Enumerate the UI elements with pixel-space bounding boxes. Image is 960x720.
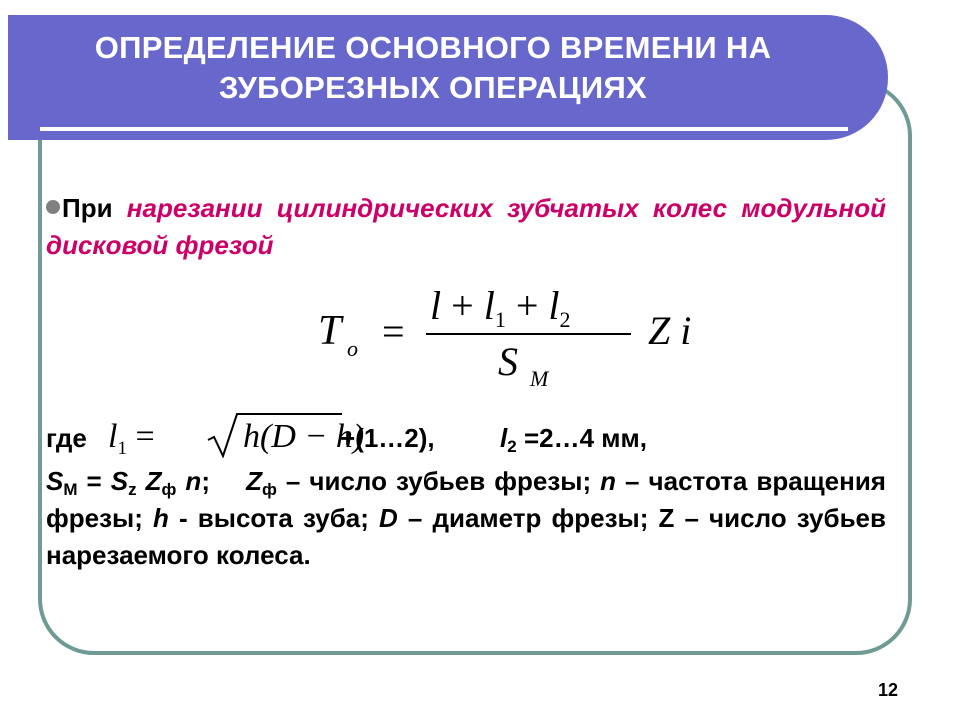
zf2-sub: ф (261, 480, 277, 499)
title-line-1: ОПРЕДЕЛЕНИЕ ОСНОВНОГО ВРЕМЕНИ НА (94, 30, 772, 65)
where-line (46, 412, 906, 460)
fraction-bar (426, 333, 631, 335)
n-text: – частота вращения фрезы; (46, 466, 886, 533)
n2-symbol: n (600, 466, 617, 496)
where-l1-symbol: l (108, 418, 118, 455)
formula-T-subscript: o (347, 336, 358, 361)
where-label: где (46, 423, 87, 453)
h-text: - высота зуба; (168, 503, 379, 533)
slide-title (8, 28, 858, 108)
l2-sub: 2 (507, 437, 517, 456)
formula-rhs: Z i (648, 308, 692, 353)
num-plus-2: + (515, 283, 539, 328)
num-l2-sub: 2 (559, 307, 571, 332)
num-l2: l (548, 283, 560, 328)
title-underline (40, 127, 848, 131)
l1-addend: +(1…2), (340, 423, 435, 453)
sqrt-expression: h(D − h) (243, 418, 365, 455)
zf2-symbol: Z (246, 466, 262, 496)
num-l1-sub: 1 (494, 307, 506, 332)
formula-numerator (430, 282, 571, 333)
where-equals: = (135, 418, 155, 455)
formula-equals: = (382, 309, 405, 354)
formula-denominator: S (498, 339, 518, 384)
n-symbol: n (185, 466, 202, 496)
bullet-accent-text: нарезании цилиндрических зубчатых колес модульной дисковой фрезой (46, 193, 886, 260)
description-paragraph (46, 463, 886, 574)
D-text: – диаметр фрезы; Z – число зубьев нарезаемого колеса. (46, 503, 886, 570)
sm-symbol: S (46, 466, 64, 496)
bullet-icon (46, 200, 60, 214)
sm-sub: M (63, 480, 78, 499)
zf-sub: ф (161, 480, 177, 499)
num-plus-1: + (451, 283, 474, 328)
l2-value: =2…4 мм, (523, 423, 647, 453)
zf-text: – число зубьев фрезы; (276, 466, 601, 496)
l2-symbol: l (500, 423, 508, 453)
main-time-formula (318, 282, 738, 392)
sm-semicolon: ; (201, 466, 210, 496)
where-l1 (108, 418, 155, 460)
title-line-2: ЗУБОРЕЗНЫХ ОПЕРАЦИЯХ (218, 70, 647, 105)
sz-symbol: S (110, 466, 129, 496)
page-number: 12 (878, 680, 899, 700)
zf-symbol: Z (145, 466, 162, 496)
h-symbol: h (153, 503, 169, 533)
sz-sub: z (128, 480, 137, 499)
where-l1-sub: 1 (117, 438, 127, 459)
D-symbol: D (379, 503, 398, 533)
num-l1: l (483, 283, 495, 328)
where-l2 (500, 423, 647, 457)
num-l: l (430, 283, 442, 328)
sm-eq: = (77, 466, 111, 496)
bullet-lead: При (62, 193, 113, 223)
formula-denominator-subscript: M (530, 366, 549, 391)
formula-T: T (318, 308, 342, 354)
bullet-paragraph (46, 190, 886, 264)
